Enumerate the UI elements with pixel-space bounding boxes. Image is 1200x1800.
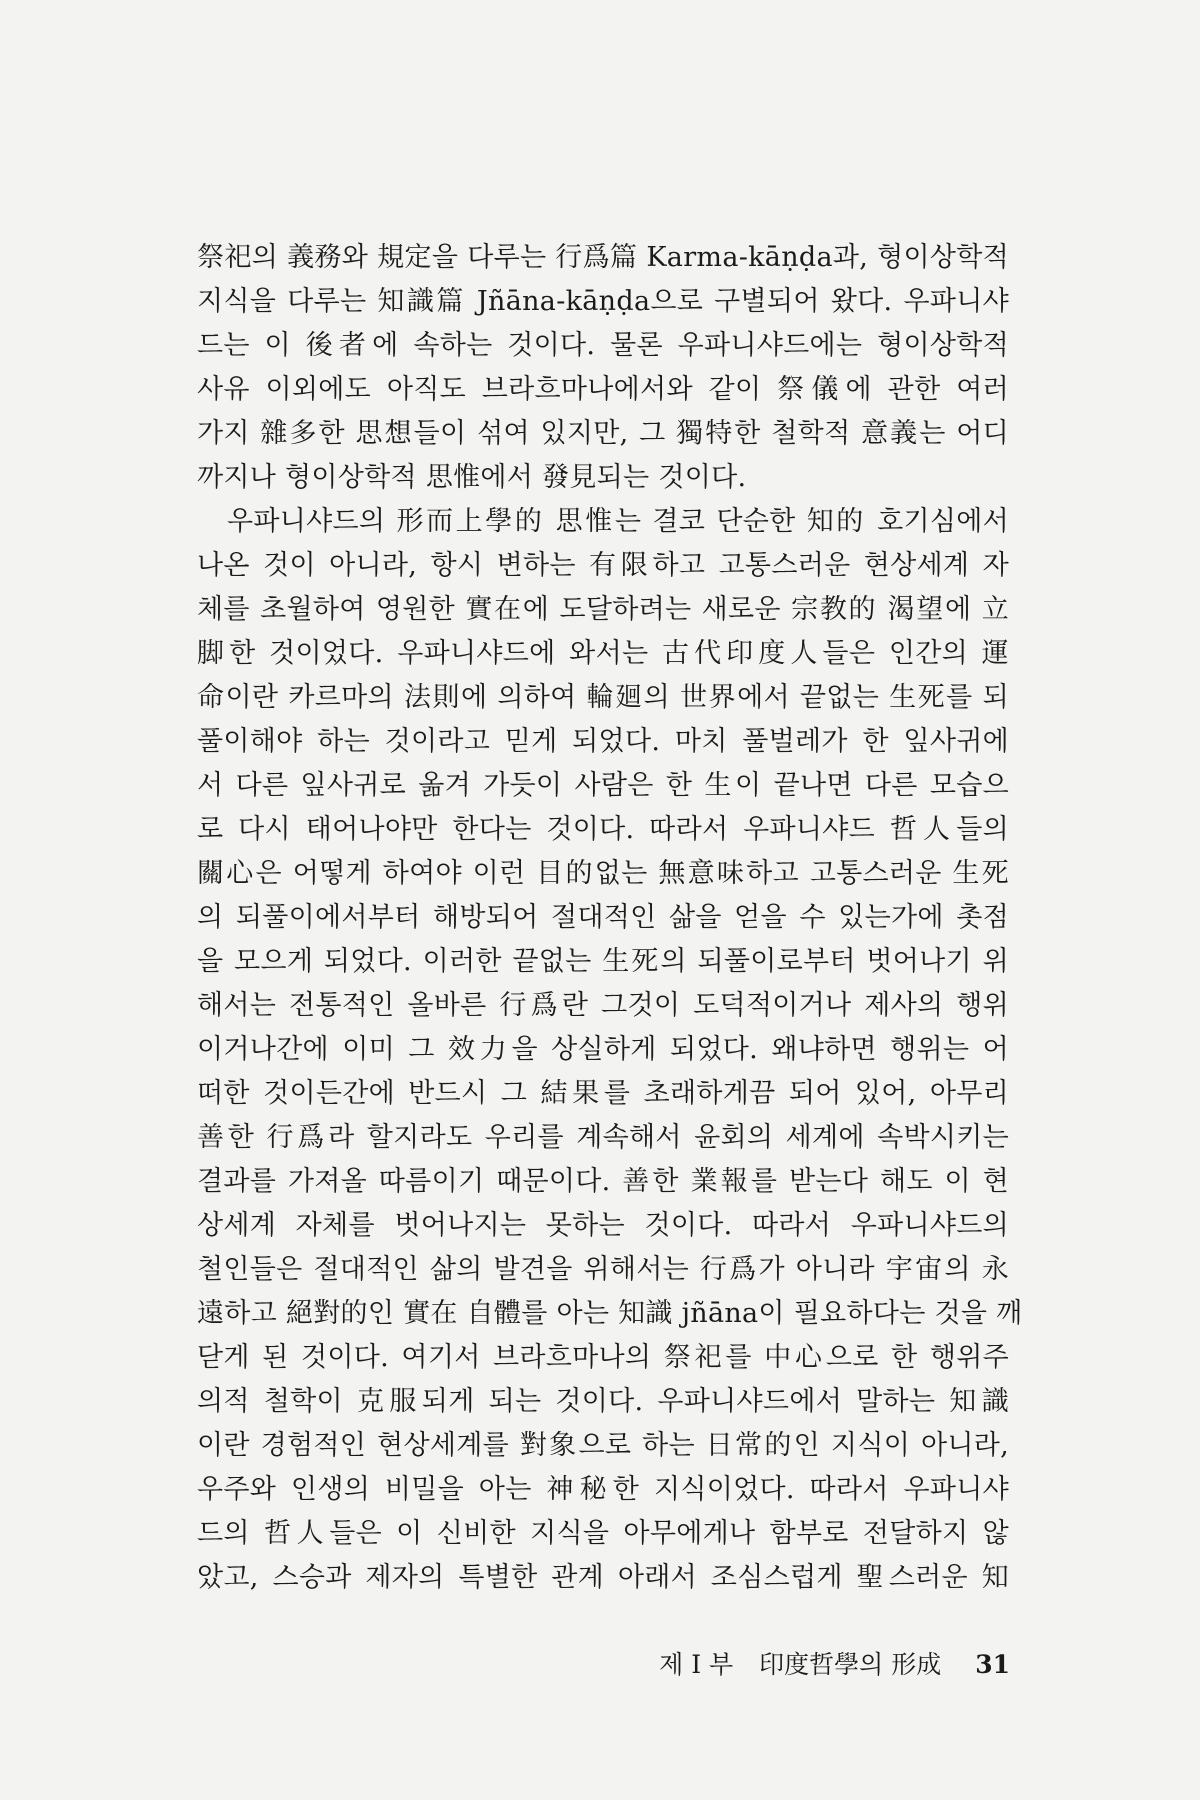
text-line: 이란 경험적인 현상세계를 對象으로 하는 日常的인 지식이 아니라, xyxy=(197,1430,1009,1461)
running-footer xyxy=(659,1649,1010,1681)
text-line: 을 모으게 되었다. 이러한 끝없는 生死의 되풀이로부터 벗어나기 위 xyxy=(197,946,1009,977)
text-line: 철인들은 절대적인 삶의 발견을 위해서는 行爲가 아니라 宇宙의 永 xyxy=(197,1254,1009,1285)
text-line: 命이란 카르마의 法則에 의하여 輪廻의 世界에서 끝없는 生死를 되 xyxy=(197,682,1009,713)
text-line: 았고, 스승과 제자의 특별한 관계 아래서 조심스럽게 聖스러운 知 xyxy=(197,1562,1009,1593)
section-title: 印度哲學의 形成 xyxy=(759,1650,942,1679)
text-line: 나온 것이 아니라, 항시 변하는 有限하고 고통스러운 현상세계 자 xyxy=(197,550,1009,581)
text-line: 상세계 자체를 벗어나지는 못하는 것이다. 따라서 우파니샤드의 xyxy=(197,1210,1009,1241)
text-line: 의 되풀이에서부터 해방되어 절대적인 삶을 얻을 수 있는가에 촛점 xyxy=(197,902,1009,933)
text-line: 우주와 인생의 비밀을 아는 神秘한 지식이었다. 따라서 우파니샤 xyxy=(197,1474,1009,1505)
page-number: 31 xyxy=(975,1650,1010,1679)
text-line: 祭祀의 義務와 規定을 다루는 行爲篇 Karma-kāṇḍa과, 형이상학적 xyxy=(197,242,1009,273)
text-line: 드의 哲人들은 이 신비한 지식을 아무에게나 함부로 전달하지 않 xyxy=(197,1518,1009,1549)
text-line: 떠한 것이든간에 반드시 그 結果를 초래하게끔 되어 있어, 아무리 xyxy=(197,1078,1009,1109)
text-line: 사유 이외에도 아직도 브라흐마나에서와 같이 祭儀에 관한 여러 xyxy=(197,374,1009,405)
text-line: 로 다시 태어나야만 한다는 것이다. 따라서 우파니샤드 哲人들의 xyxy=(197,814,1009,845)
text-line: 우파니샤드의 形而上學的 思惟는 결코 단순한 知的 호기심에서 xyxy=(227,506,1009,537)
text-line: 서 다른 잎사귀로 옮겨 가듯이 사람은 한 生이 끝나면 다른 모습으 xyxy=(197,770,1009,801)
text-line: 결과를 가져올 따름이기 때문이다. 善한 業報를 받는다 해도 이 현 xyxy=(197,1166,1009,1197)
text-line: 關心은 어떻게 하여야 이런 目的없는 無意味하고 고통스러운 生死 xyxy=(197,858,1009,889)
text-line: 遠하고 絕對的인 實在 自體를 아는 知識 jñāna이 필요하다는 것을 깨 xyxy=(197,1298,1023,1329)
text-line: 의적 철학이 克服되게 되는 것이다. 우파니샤드에서 말하는 知識 xyxy=(197,1386,1009,1417)
part-label: 제 I 부 xyxy=(659,1650,734,1679)
text-line: 가지 雜多한 思想들이 섞여 있지만, 그 獨特한 철학적 意義는 어디 xyxy=(197,418,1009,449)
text-line: 해서는 전통적인 올바른 行爲란 그것이 도덕적이거나 제사의 행위 xyxy=(197,990,1009,1021)
text-line: 풀이해야 하는 것이라고 믿게 되었다. 마치 풀벌레가 한 잎사귀에 xyxy=(197,726,1009,757)
text-line: 체를 초월하여 영원한 實在에 도달하려는 새로운 宗教的 渴望에 立 xyxy=(197,594,1009,625)
text-line: 脚한 것이었다. 우파니샤드에 와서는 古代印度人들은 인간의 運 xyxy=(197,638,1009,669)
text-line: 이거나간에 이미 그 效力을 상실하게 되었다. 왜냐하면 행위는 어 xyxy=(197,1034,1009,1065)
text-line: 까지나 형이상학적 思惟에서 發見되는 것이다. xyxy=(197,462,747,493)
body-text xyxy=(197,236,1023,1600)
text-line: 지식을 다루는 知識篇 Jñāna-kāṇḍa으로 구별되어 왔다. 우파니샤 xyxy=(197,286,1009,317)
text-line: 善한 行爲라 할지라도 우리를 계속해서 윤회의 세계에 속박시키는 xyxy=(197,1122,1009,1153)
text-line: 닫게 된 것이다. 여기서 브라흐마나의 祭祀를 中心으로 한 행위주 xyxy=(197,1342,1009,1373)
text-line: 드는 이 後者에 속하는 것이다. 물론 우파니샤드에는 형이상학적 xyxy=(197,330,1009,361)
